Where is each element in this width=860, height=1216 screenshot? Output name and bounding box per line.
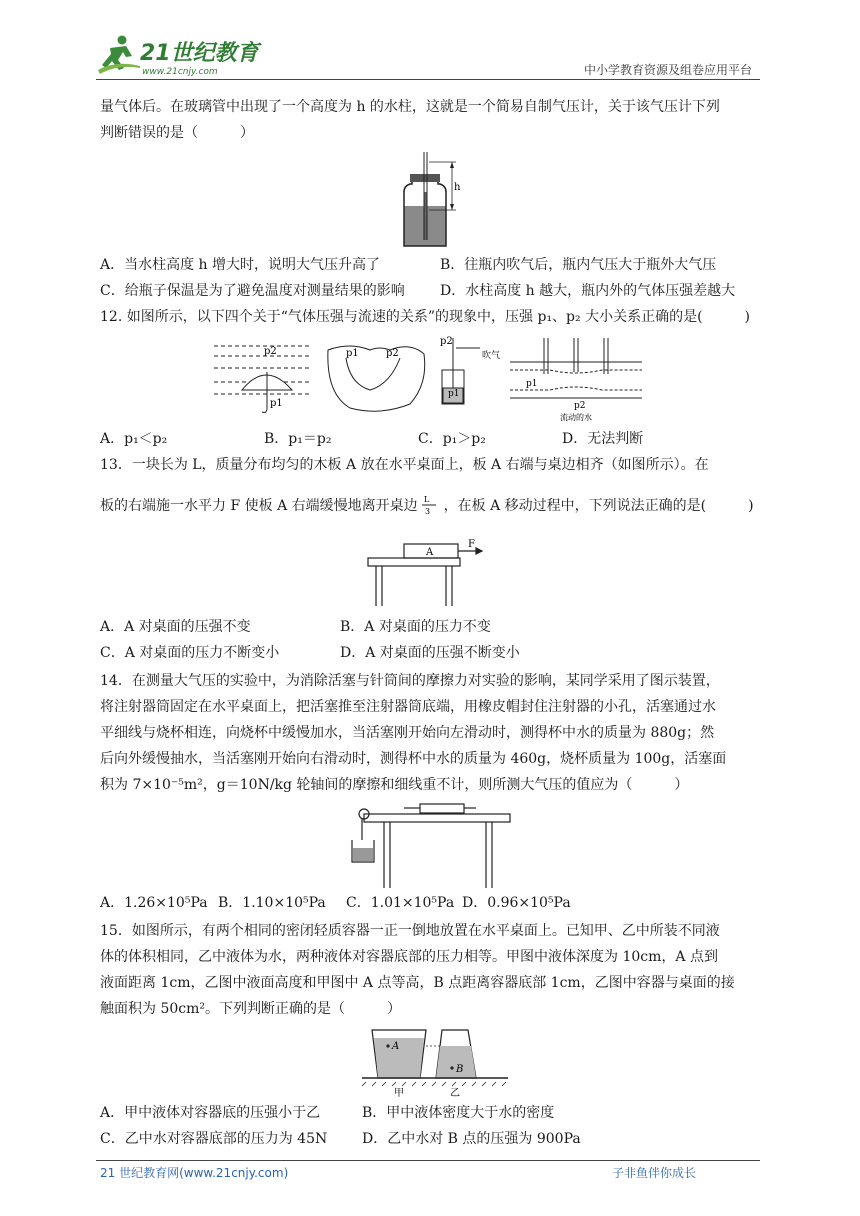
q11-option-a: A．当水柱高度 h 增大时，说明大气压升高了 — [100, 257, 381, 273]
svg-text:21世纪教育: 21世纪教育 — [140, 41, 259, 66]
q14-line1: 14．在测量大气压的实验中，为消除活塞与针筒间的摩擦力对实验的影响，某同学采用了图示装置， — [100, 673, 720, 689]
l-over-3-fraction-icon — [418, 494, 444, 516]
footer-slogan: 子非鱼伴你成长 — [612, 1166, 697, 1180]
q11-line2: 判断错误的是（ ） — [100, 125, 254, 141]
q14-option-b: B．1.10×10⁵Pa — [218, 895, 326, 911]
q15-line2: 体的体积相同，乙中液体为水，两种液体对容器底部的压力相等。甲图中液体深度为 10cm，A 点到 — [100, 949, 718, 965]
q14-line2: 将注射器筒固定在水平桌面上，把活塞推至注射器筒底端，用橡皮帽封住注射器的小孔，活塞通过水 — [100, 699, 716, 715]
p1-label-4: p1 — [526, 379, 538, 389]
point-b-label: B — [456, 1064, 464, 1075]
q14-line5: 积为 7×10⁻⁵m²，g＝10N/kg 轮轴间的摩擦和细线重不计，则所测大气压的值应为（ ） — [100, 777, 689, 793]
q13-line1: 13．一块长为 L，质量分布均匀的木板 A 放在水平桌面上，板 A 右端与桌边相齐（如图所示）。在 — [100, 457, 709, 473]
yi-label: 乙 — [450, 1088, 460, 1098]
q14-line3: 平细线与烧杯相连，向烧杯中缓慢加水，当活塞刚开始向左滑动时，测得杯中水的质量为 880g；然 — [100, 725, 715, 741]
q12-option-b: B．p₁＝p₂ — [264, 431, 332, 447]
q14-option-c: C．1.01×10⁵Pa — [346, 895, 455, 911]
q12-stem: 12. 如图所示，以下四个关于“气体压强与流速的关系”的现象中，压强 p₁、p₂ 大小关系正确的是( ) — [100, 309, 750, 325]
p2-label-2: p2 — [386, 348, 399, 359]
p2-label-4: p2 — [574, 401, 586, 411]
q12-option-a: A．p₁＜p₂ — [100, 431, 168, 447]
q15-line3: 液面距离 1cm，乙图中液面高度和甲图中 A 点等高，B 点距离容器底部 1cm，乙图中容器与桌面的接 — [100, 975, 735, 991]
board-a-label: A — [426, 547, 434, 558]
q15-option-d: D．乙中水对 B 点的压强为 900Pa — [362, 1131, 581, 1147]
p2-label-1: p2 — [264, 346, 277, 357]
q12-figures — [210, 334, 650, 422]
h-label: h — [454, 182, 461, 193]
q13-option-c: C．A 对桌面的压力不断变小 — [100, 645, 280, 661]
header-divider — [96, 79, 760, 80]
page-header — [96, 30, 760, 82]
q12-option-c: C．p₁＞p₂ — [418, 431, 486, 447]
q14-option-a: A．1.26×10⁵Pa — [100, 895, 208, 911]
q13-option-b: B．A 对桌面的压力不变 — [340, 619, 491, 635]
q15-containers-figure — [360, 1022, 510, 1098]
q13-option-a: A．A 对桌面的压强不变 — [100, 619, 251, 635]
footer-divider — [96, 1160, 760, 1161]
q15-option-a: A．甲中液体对容器底的压强小于乙 — [100, 1105, 321, 1121]
q11-barometer-figure — [396, 148, 466, 252]
logo-21cnjy — [96, 30, 266, 78]
q11-line1: 量气体后。在玻璃管中出现了一个高度为 h 的水柱，这就是一个简易自制气压计，关于该气压计下列 — [100, 99, 720, 115]
point-a-label: A — [392, 1041, 400, 1052]
water-label: 流动的水 — [560, 413, 592, 422]
q14-line4: 后向外缓慢抽水，当活塞刚开始向右滑动时，测得杯中水的质量为 460g，烧杯质量为 100g，活塞面 — [100, 751, 727, 767]
q13-line2 — [100, 494, 754, 516]
q13-line2-part1: 板的右端施一水平力 F 使板 A 右端缓慢地离开桌边 — [100, 498, 418, 514]
q13-option-d: D．A 对桌面的压强不断变小 — [340, 645, 520, 661]
p1-label-1: p1 — [270, 398, 283, 409]
jia-label: 甲 — [394, 1088, 404, 1098]
blow-label: 吹气 — [482, 351, 501, 361]
q14-option-d: D．0.96×10⁵Pa — [462, 895, 571, 911]
q15-line4: 触面积为 50cm²。下列判断正确的是（ ） — [100, 1001, 401, 1017]
force-f-label: F — [468, 539, 475, 550]
q15-line1: 15．如图所示，有两个相同的密闭轻质容器一正一倒地放置在水平桌面上。已知甲、乙中所装不同液 — [100, 923, 720, 939]
q11-option-b: B．往瓶内吹气后，瓶内气压大于瓶外大气压 — [440, 257, 717, 273]
q11-option-c: C．给瓶子保温是为了避免温度对测量结果的影响 — [100, 283, 405, 299]
q11-option-d: D．水柱高度 h 越大，瓶内外的气体压强差越大 — [440, 283, 736, 299]
p1-label-3: p1 — [448, 389, 460, 399]
q14-syringe-figure — [344, 800, 514, 890]
p1-label-2: p1 — [346, 348, 359, 359]
svg-text:www.21cnjy.com: www.21cnjy.com — [142, 67, 218, 77]
q15-option-b: B．甲中液体密度大于水的密度 — [362, 1105, 555, 1121]
svg-text:3: 3 — [424, 507, 430, 516]
footer-website-link[interactable]: 21 世纪教育网(www.21cnjy.com) — [100, 1166, 289, 1180]
q13-line2-part2: ，在板 A 移动过程中，下列说法正确的是( ) — [443, 498, 754, 514]
q15-option-c: C．乙中水对容器底部的压力为 45N — [100, 1131, 328, 1147]
p2-label-3: p2 — [440, 336, 453, 347]
svg-text:L: L — [423, 495, 429, 504]
q13-table-figure — [364, 536, 494, 608]
q12-option-d: D．无法判断 — [562, 431, 644, 447]
platform-name: 中小学教育资源及组卷应用平台 — [583, 63, 752, 77]
